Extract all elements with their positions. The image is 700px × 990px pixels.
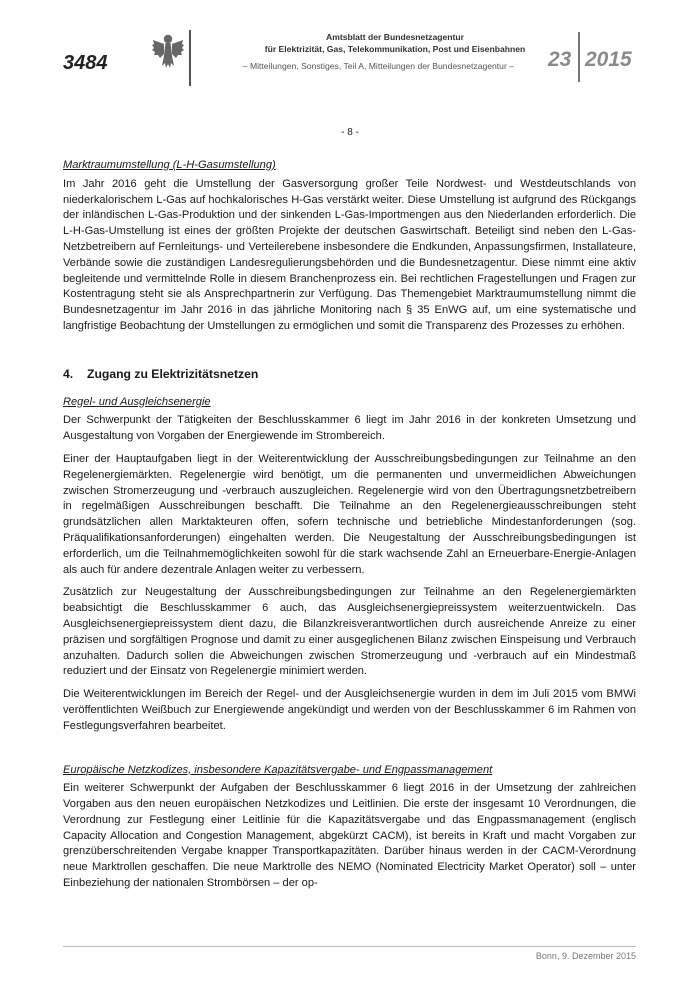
page-marker: - 8 -	[341, 127, 359, 138]
header-divider	[189, 30, 191, 86]
issue-number: 23	[548, 48, 572, 71]
page-number: 3484	[63, 52, 108, 74]
subheading-regel: Regel- und Ausgleichsenergie	[63, 395, 211, 408]
subheading-netzkodizes: Europäische Netzkodizes, insbesondere Kapazitätsvergabe- und Engpassmanagement	[63, 763, 493, 776]
subheading-marktraum: Marktraumumstellung (L-H-Gasumstellung)	[63, 159, 276, 171]
paragraph: Im Jahr 2016 geht die Umstellung der Gasversorgung großer Teile Nordwest- und Westdeutschlands von niederkalorischem L-Gas auf hochkalorisches H-Gas verstärkt weiter. Diese Umstellung ist aufgrund des Rückgangs der inländischen L-Gas-Produktion und der sinkenden L-Gas-Importmengen aus den Niederlanden erforderlich. Die L-H-Gas-Umstellung ist eines der größten Projekte der deutschen Gaswirtschaft. Beteiligt sind neben den L-Gas-Netzbetreibern auf Fernleitungs- und Verteilerebene insbesondere die Endkunden, Anpassungsfirmen, Installateure, Verbände sowie die zuständigen Landesregulierungsbehörden und die Bundesnetzagentur. Diese nimmt eine aktiv begleitende und vermittelnde Rolle in diesem Branchenprozess ein. Bei rechtlichen Fragestellungen und Fragen zur Kostentragung steht sie als Ansprechpartnerin zur Verfügung. Das Themengebiet Marktraumumstellung nimmt die Bundesnetzagentur im Jahr 2016 in das jährliche Monitoring nach § 35 EnWG auf, um eine systematische und langfristige Beobachtung der Umstellungen zu ermöglichen und somit die Transparenz des Prozesses zu erhöhen.	[63, 177, 636, 332]
section-heading	[63, 367, 636, 383]
issue-year: 2015	[585, 48, 632, 71]
journal-section: – Mitteilungen, Sonstiges, Teil A, Mitteilungen der Bundesnetzagentur –	[242, 61, 514, 71]
paragraph: Einer der Hauptaufgaben liegt in der Weiterentwicklung der Ausschreibungsbedingungen zur Teilnahme an den Regelenergiemärkten. Regelenergie wird benötigt, um die permanenten und unvermeidlichen Abweichungen zwischen Stromerzeugung und -verbrauch auszugleichen. Regelenergie wird von den Übertragungsnetzbetreibern in regelmäßigen Ausschreibungen beschafft. Die Teilnahme an den Regelenergieausschreibungen steht grundsätzlichen allen Marktakteuren offen, sofern technische und betriebliche Mindestanforderungen (sog. Präqualifikationsanforderungen) eingehalten werden. Die Neugestaltung der Ausschreibungsbedingungen ist erforderlich, um die Teilnahmemöglichkeiten sowohl für die stark wachsende Zahl an Erneuerbare-Energie-Anlagen als auch für andere dezentrale Anlagen weiter zu verbessern.	[63, 452, 636, 576]
paragraph: Die Weiterentwicklungen im Bereich der Regel- und der Ausgleichsenergie wurden in dem im Juli 2015 vom BMWi veröffentlichten Weißbuch zur Energiewende angekündigt und werden von der Beschlusskammer 6 im Rahmen von Festlegungsverfahren bearbeitet.	[63, 688, 636, 732]
paragraph: Der Schwerpunkt der Tätigkeiten der Beschlusskammer 6 liegt im Jahr 2016 in der konkreten Umsetzung und Ausgestaltung von Vorgaben der Energiewende im Strombereich.	[63, 414, 636, 443]
section-title: Zugang zu Elektrizitätsnetzen	[87, 366, 259, 381]
federal-eagle-icon	[151, 30, 185, 72]
footer-divider	[63, 946, 636, 947]
paragraph: Ein weiterer Schwerpunkt der Aufgaben der Beschlusskammer 6 liegt 2016 in der Umsetzung der zahlreichen Vorgaben aus den neuen europäischen Netzkodizes und Leitlinien. Die erste der insgesamt 10 Verordnungen, die Verordnung zur Festlegung einer Leitlinie für die Kapazitätsvergabe und das Engpassmanagement (englisch Capacity Allocation and Congestion Management, abgekürzt CACM), ist bereits in Kraft und macht Vorgaben zur grenzüberschreitenden Vergabe knapper Transportkapazitäten. Darüber hinaus werden in der CACM-Verordnung neue Marktrollen geschaffen. Die neue Marktrolle des NEMO (Nominated Electricity Market Operator) soll – unter Einbeziehung der nationalen Strombörsen – der op-	[63, 782, 636, 890]
section-number: 4.	[63, 366, 74, 381]
issue-divider	[578, 32, 580, 82]
article-body	[63, 158, 636, 899]
journal-subtitle: für Elektrizität, Gas, Telekommunikation, Post und Eisenbahnen	[264, 44, 526, 54]
footer-place-date: Bonn, 9. Dezember 2015	[535, 951, 636, 961]
journal-title: Amtsblatt der Bundesnetzagentur	[326, 32, 464, 42]
paragraph: Zusätzlich zur Neugestaltung der Ausschreibungsbedingungen zur Teilnahme an den Regelenergiemärkten beabsichtigt die Beschlusskammer 6 auch, das Ausgleichsenergiepreissystem weiterzuentwickeln. Das Ausgleichsenergiepreissystem dient dazu, die Bilanzkreisverantwortlichen durch ausreichende Anreize zu einer präzisen und sorgfältigen Prognose und damit zu einer ausgeglichenen Bilanz zwischen Einspeisung und Verbrauch anzuhalten. Dadurch sollen die Abweichungen zwischen Stromerzeugung und -verbrauch auf ein Mindestmaß reduziert und der Einsatz von Regelenergie minimiert werden.	[63, 586, 636, 678]
